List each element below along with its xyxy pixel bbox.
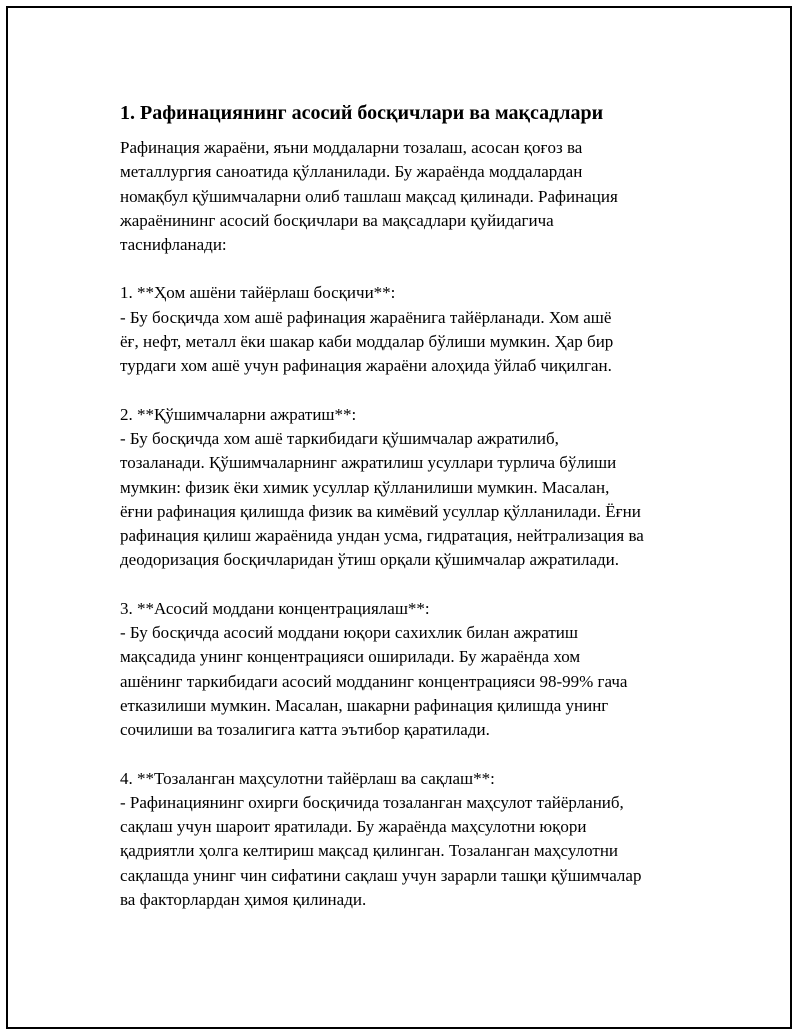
section-4-body: - Рафинациянинг охирги босқичида тозаланган маҳсулот тайёрланиб, сақлаш учун шароит яратилади. Бу жараёнда маҳсулотни юқори қадриятли ҳолга келтириш мақсад қилинган. Тозаланган маҳсулотни сақлашда унинг чин сифатини сақлаш учун зарарли ташқи қўшимчалар ва факторлардан ҳимоя қилинади. — [120, 792, 642, 910]
section-2-heading: 2. **Қўшимчаларни ажратиш**: — [120, 404, 357, 424]
section-3-heading: 3. **Асосий моддани концентрациялаш**: — [120, 598, 430, 618]
intro-paragraph: Рафинация жараёни, яъни моддаларни тозалаш, асосан қоғоз ва металлургия саноатида қўлланилади. Бу жараёнда моддалардан номақбул қўшимчаларни олиб ташлаш мақсад қилинади. Рафинация жараёнининг асосий босқичлари ва мақсадлари қуйидагича таснифланади: — [120, 138, 618, 255]
page-frame — [6, 6, 792, 1029]
section-1-body: - Бу босқичда хом ашё рафинация жараёнига тайёрланади. Хом ашё ёғ, нефт, металл ёки шакар каби моддалар бўлиши мумкин. Ҳар бир турдаги хом ашё учун рафинация жараёни алоҳида ўйлаб чиқилган. — [120, 307, 614, 376]
section-4-heading: 4. **Тозаланган маҳсулотни тайёрлаш ва сақлаш**: — [120, 768, 495, 788]
section-2-body: - Бу босқичда хом ашё таркибидаги қўшимчалар ажратилиб, тозаланади. Қўшимчаларнинг ажратилиш усуллари турлича бўлиши мумкин: физик ёки химик усуллар қўлланилиши мумкин. Масалан, ёғни рафинация қилишда физик ва кимёвий усуллар қўлланилади. Ёғни рафинация қилиш жараёнида ундан усма, гидратация, нейтрализация ва деодоризация босқичларидан ўтиш орқали қўшимчалар ажратилади. — [120, 428, 644, 570]
spacer — [120, 573, 700, 597]
document-title: 1. Рафинациянинг асосий босқичлари ва мақсадлари — [120, 102, 604, 124]
spacer — [120, 743, 700, 767]
spacer — [120, 257, 700, 281]
section-1-heading: 1. **Ҳом ашёни тайёрлаш босқичи**: — [120, 283, 396, 303]
spacer — [120, 379, 700, 403]
document-content — [120, 100, 700, 912]
section-3-body: - Бу босқичда асосий моддани юқори сахихлик билан ажратиш мақсадида унинг концентрацияси оширилади. Бу жараёнда хом ашёнинг таркибидаги асосий модданинг концентрацияси 98-99% гача етказилиши мумкин. Масалан, шакарни рафинация қилишда унинг сочилиши ва тозалигига катта эътибор қаратилади. — [120, 623, 628, 740]
